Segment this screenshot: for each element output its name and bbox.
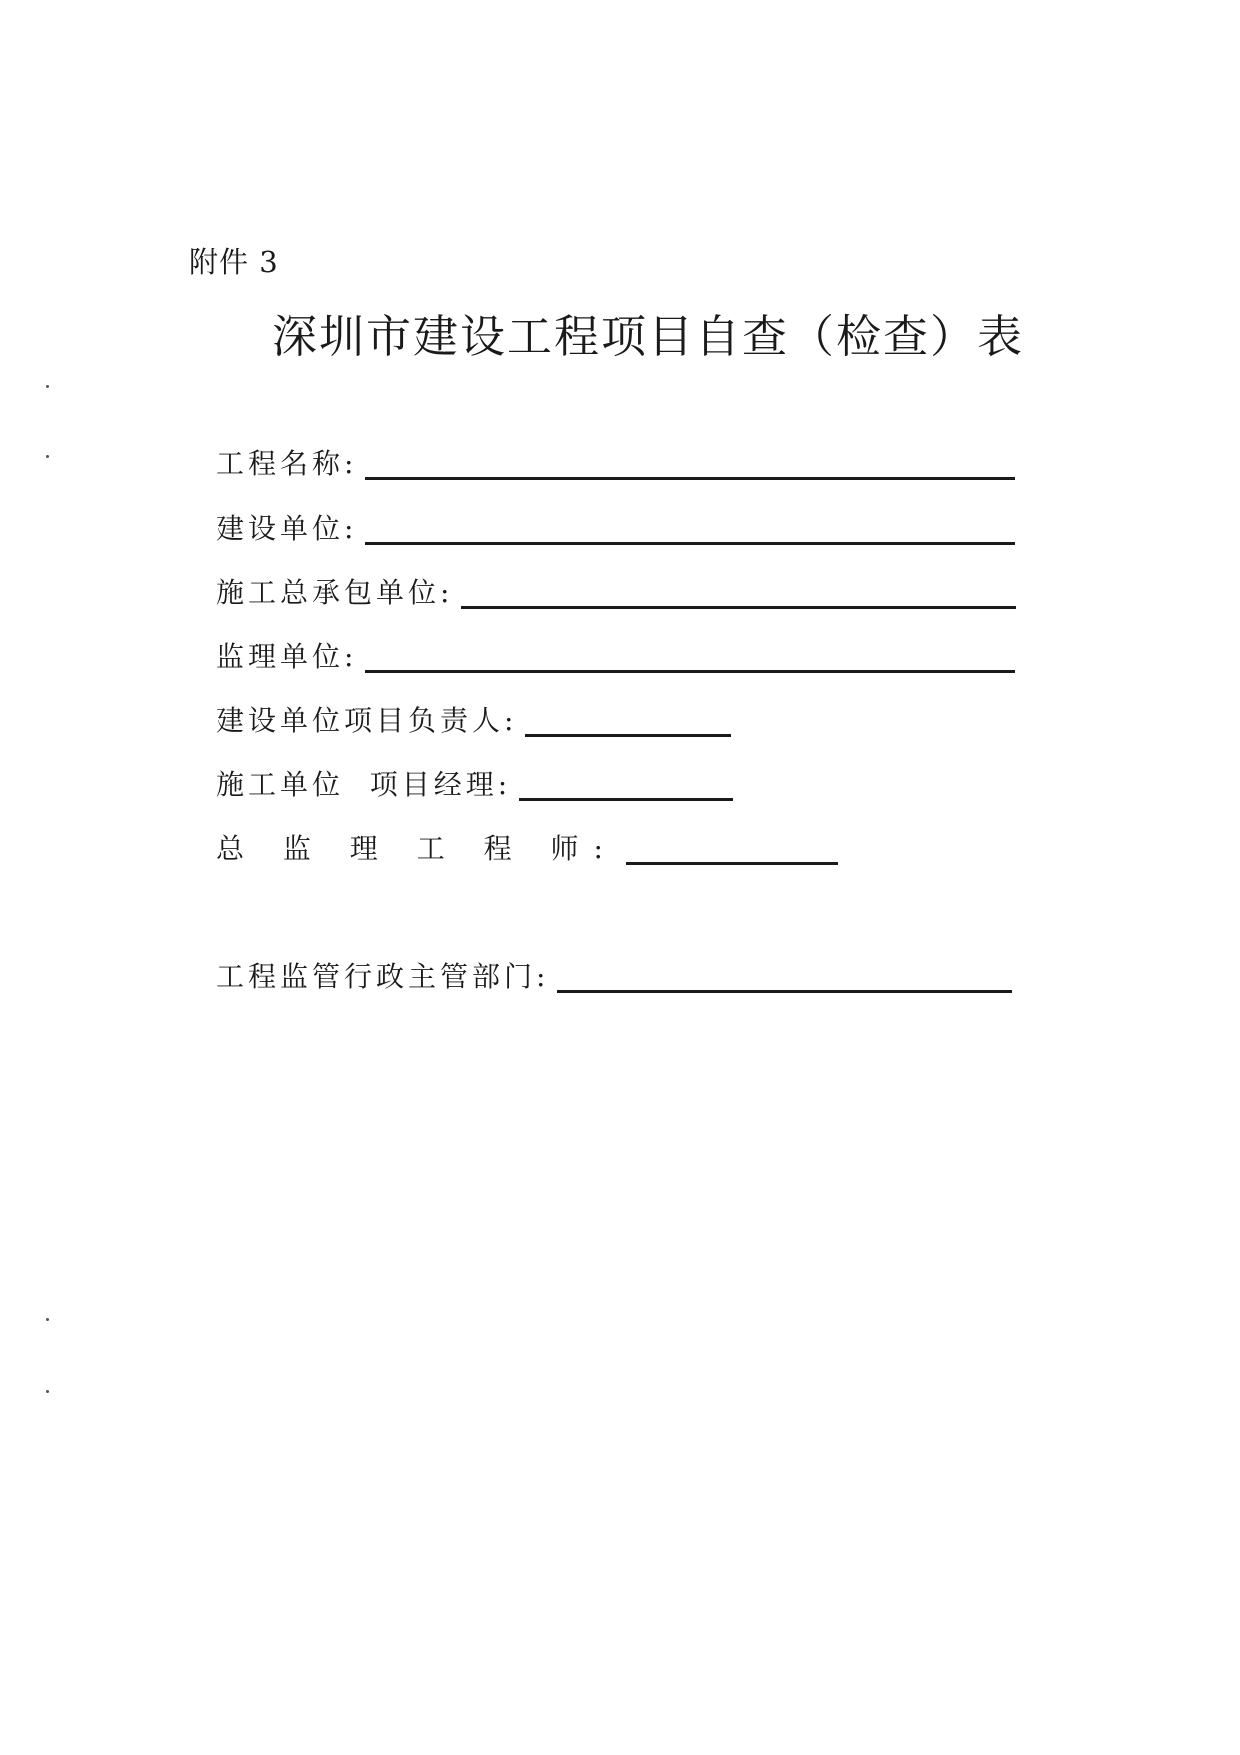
scan-speck bbox=[46, 455, 49, 458]
project-manager-label: 施工单位 项目经理: bbox=[216, 768, 512, 801]
form-row-project-leader bbox=[216, 697, 731, 741]
project-name-label: 工程名称: bbox=[216, 447, 358, 480]
supervision-unit-label: 监理单位: bbox=[216, 640, 358, 673]
construction-unit-blank[interactable] bbox=[365, 512, 1015, 545]
supervision-unit-blank[interactable] bbox=[365, 640, 1015, 673]
project-name-blank[interactable] bbox=[365, 447, 1015, 480]
form-row-chief-supervisor bbox=[216, 825, 838, 869]
form-row-supervision-unit bbox=[216, 633, 1015, 677]
form-row-project-manager bbox=[216, 761, 733, 805]
regulatory-department-blank[interactable] bbox=[557, 960, 1012, 993]
general-contractor-label: 施工总承包单位: bbox=[216, 576, 454, 609]
document-title: 深圳市建设工程项目自查（检查）表 bbox=[272, 310, 1025, 363]
project-leader-blank[interactable] bbox=[525, 704, 731, 737]
attachment-label: 附件 3 bbox=[189, 245, 279, 279]
chief-supervisor-blank[interactable] bbox=[626, 832, 838, 865]
project-leader-label: 建设单位项目负责人: bbox=[216, 704, 518, 737]
form-row-construction-unit bbox=[216, 505, 1015, 549]
form-row-regulatory-department bbox=[216, 953, 1012, 997]
form-row-project-name bbox=[216, 440, 1015, 484]
form-row-general-contractor bbox=[216, 569, 1016, 613]
scan-speck bbox=[46, 1390, 49, 1393]
project-manager-blank[interactable] bbox=[519, 768, 733, 801]
scan-speck bbox=[46, 385, 49, 388]
regulatory-department-label: 工程监管行政主管部门: bbox=[216, 960, 550, 993]
general-contractor-blank[interactable] bbox=[461, 576, 1016, 609]
scan-speck bbox=[46, 1318, 49, 1321]
construction-unit-label: 建设单位: bbox=[216, 512, 358, 545]
chief-supervisor-label: 总 监 理 工 程 师: bbox=[216, 832, 618, 865]
